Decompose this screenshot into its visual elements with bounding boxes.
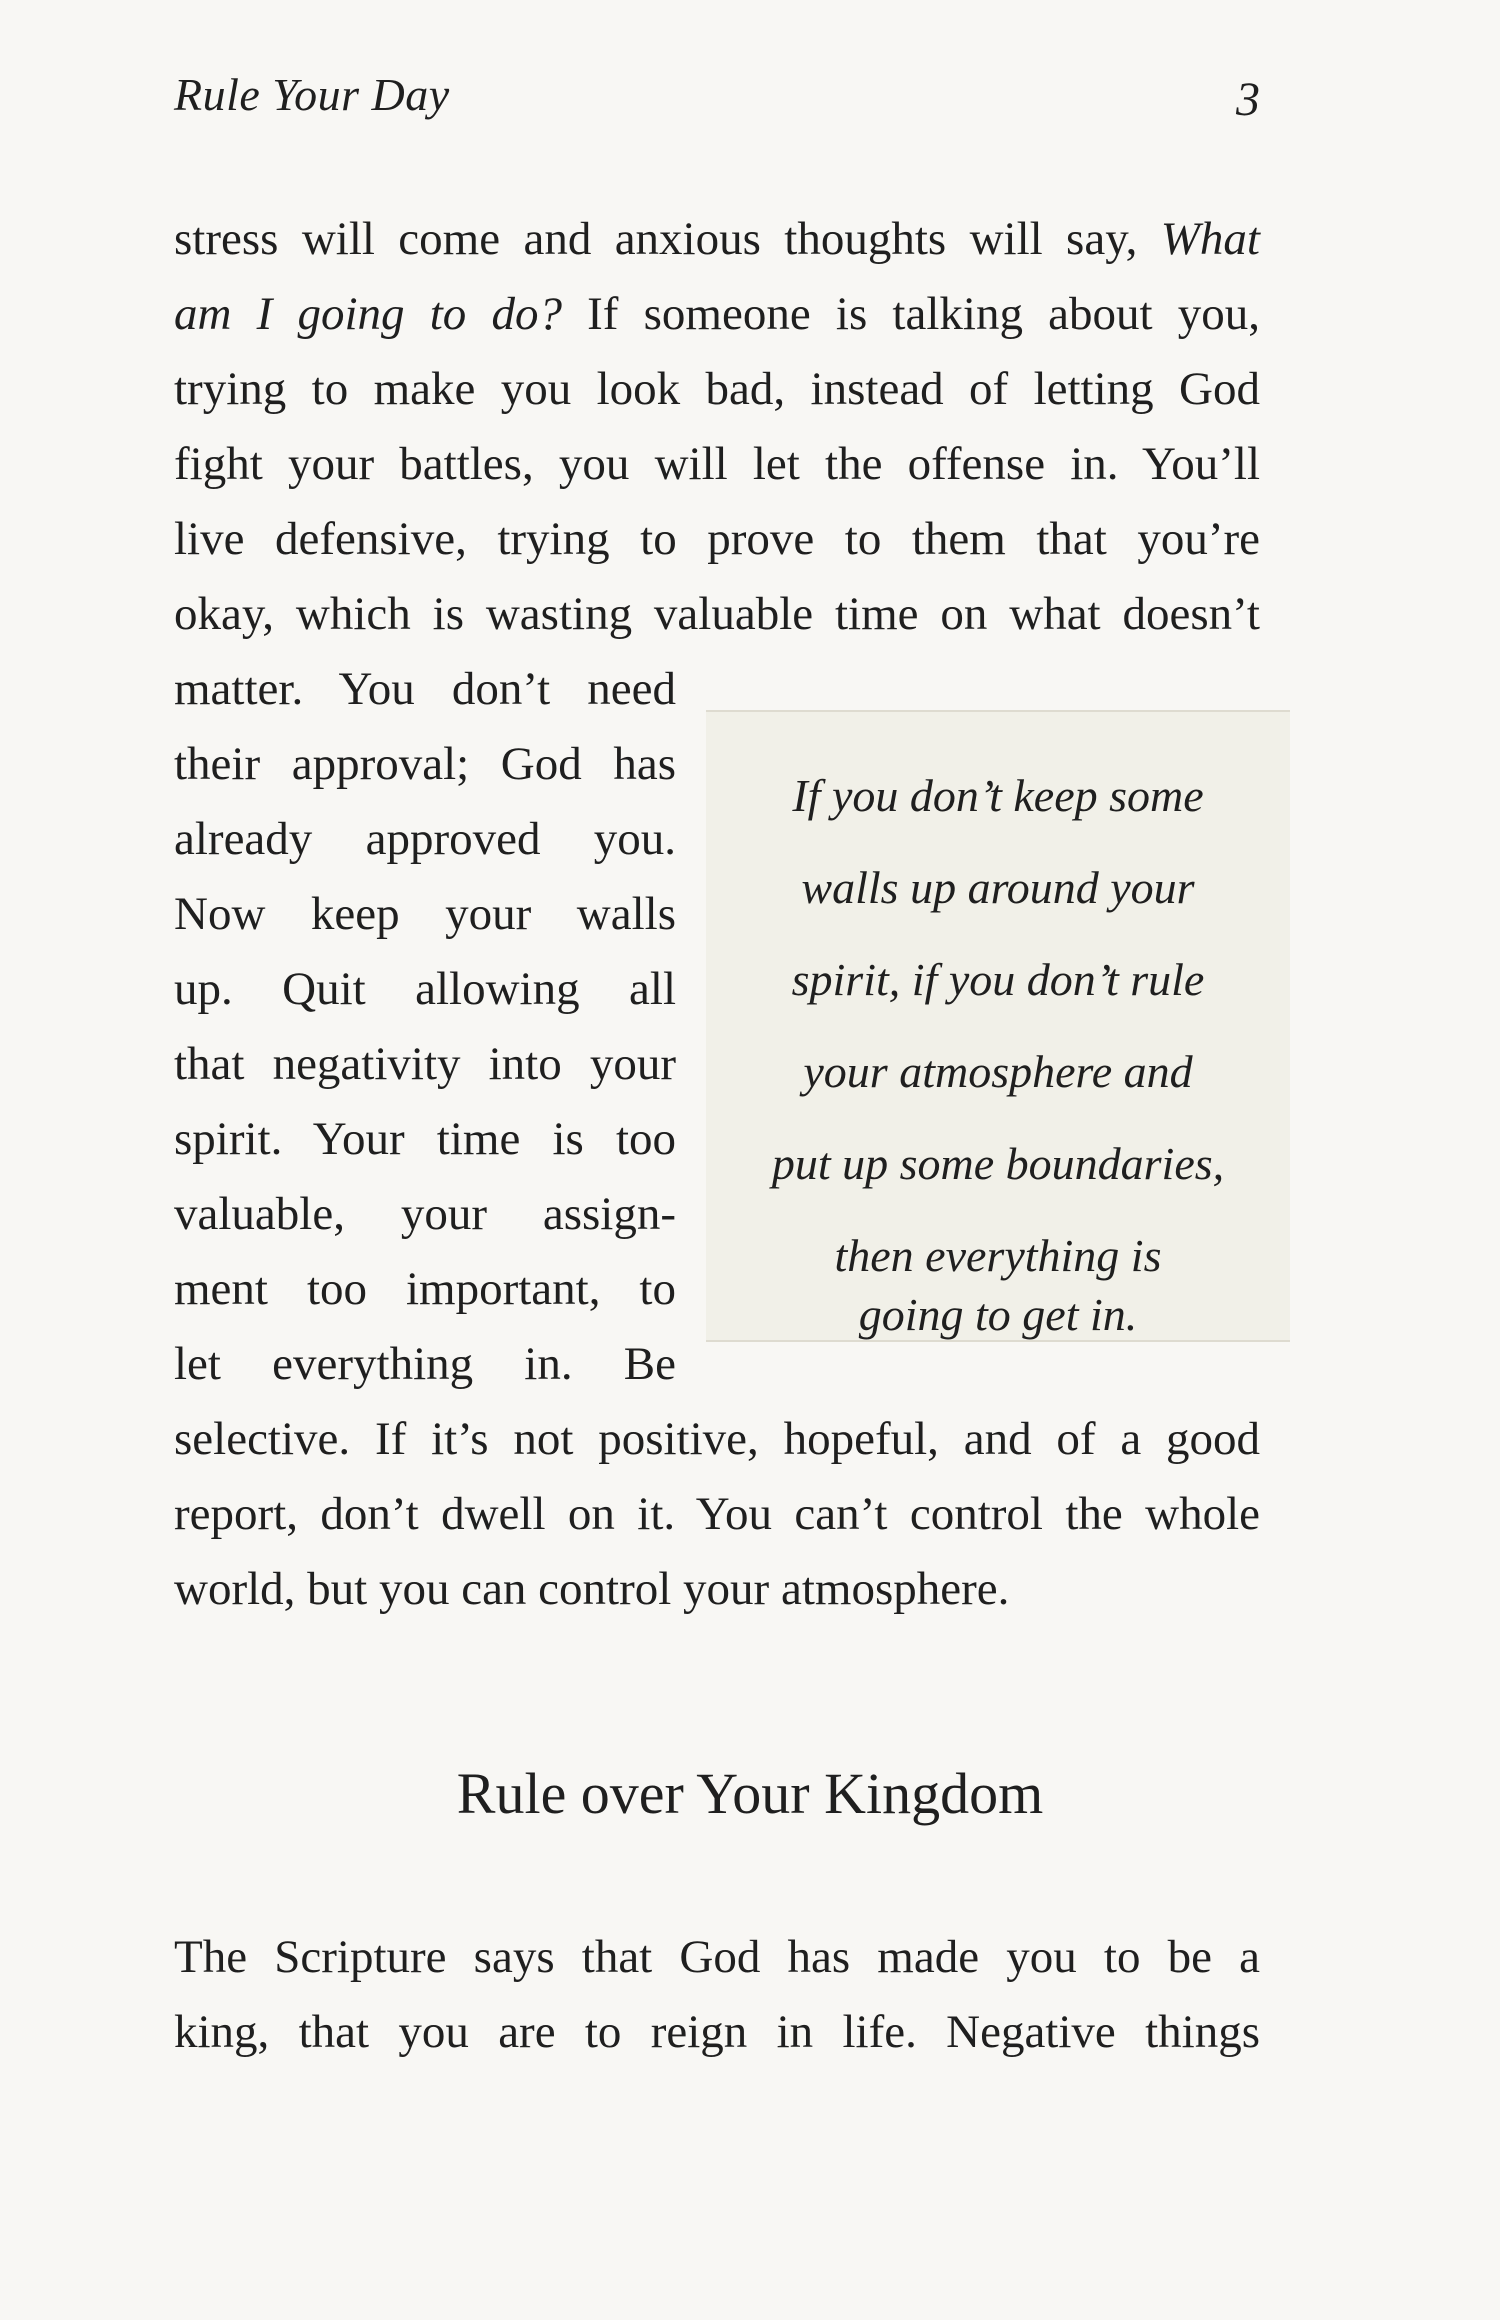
text-line: world, but you can control your atmosphere.: [174, 1563, 1010, 1615]
text-line: [174, 277, 1260, 351]
emphasis-text: am I going to do?: [174, 288, 562, 340]
pull-quote-line: your atmosphere and: [803, 1046, 1193, 1097]
pull-quote-line: If you don’t keep some: [792, 770, 1204, 821]
text-line: valuable, your assign-: [174, 1188, 676, 1240]
text-line: live defensive, trying to prove to them that you’re: [174, 513, 1260, 565]
text-span: stress will come and anxious thoughts will say,: [174, 213, 1138, 265]
pull-quote-line: spirit, if you don’t rule: [791, 954, 1205, 1005]
section-heading: Rule over Your Kingdom: [456, 1761, 1044, 1826]
emphasis-text: What: [1160, 213, 1260, 265]
text-line: their approval; God has: [174, 738, 676, 790]
text-line: The Scripture says that God has made you to be a: [174, 1931, 1260, 1983]
text-line: matter. You don’t need: [174, 663, 676, 715]
text-line: spirit. Your time is too: [174, 1113, 676, 1165]
text-line: let everything in. Be: [174, 1338, 676, 1390]
page-number: 3: [1236, 73, 1260, 126]
text-line: [174, 202, 1260, 276]
text-line: fight your battles, you will let the offense in. You’ll: [174, 438, 1260, 490]
pull-quote: [706, 710, 1290, 1342]
text-line: already approved you.: [174, 813, 676, 865]
text-line: trying to make you look bad, instead of letting God: [174, 363, 1260, 415]
text-line: Now keep your walls: [174, 888, 676, 940]
pull-quote-line: going to get in.: [858, 1289, 1138, 1340]
text-line: selective. If it’s not positive, hopeful, and of a good: [174, 1413, 1260, 1465]
text-line: up. Quit allowing all: [174, 963, 676, 1015]
text-line: ment too important, to: [174, 1263, 676, 1315]
running-head: Rule Your Day: [174, 69, 450, 120]
text-line: that negativity into your: [174, 1038, 676, 1090]
pull-quote-line: walls up around your: [801, 862, 1195, 913]
pull-quote-line: put up some boundaries,: [771, 1138, 1225, 1189]
text-line: okay, which is wasting valuable time on what doesn’t: [174, 588, 1260, 640]
text-span: If someone is talking about you,: [587, 288, 1260, 340]
text-line: report, don’t dwell on it. You can’t control the whole: [174, 1488, 1260, 1540]
text-line: king, that you are to reign in life. Negative things: [174, 2006, 1260, 2058]
pull-quote-line: then everything is: [834, 1230, 1162, 1281]
